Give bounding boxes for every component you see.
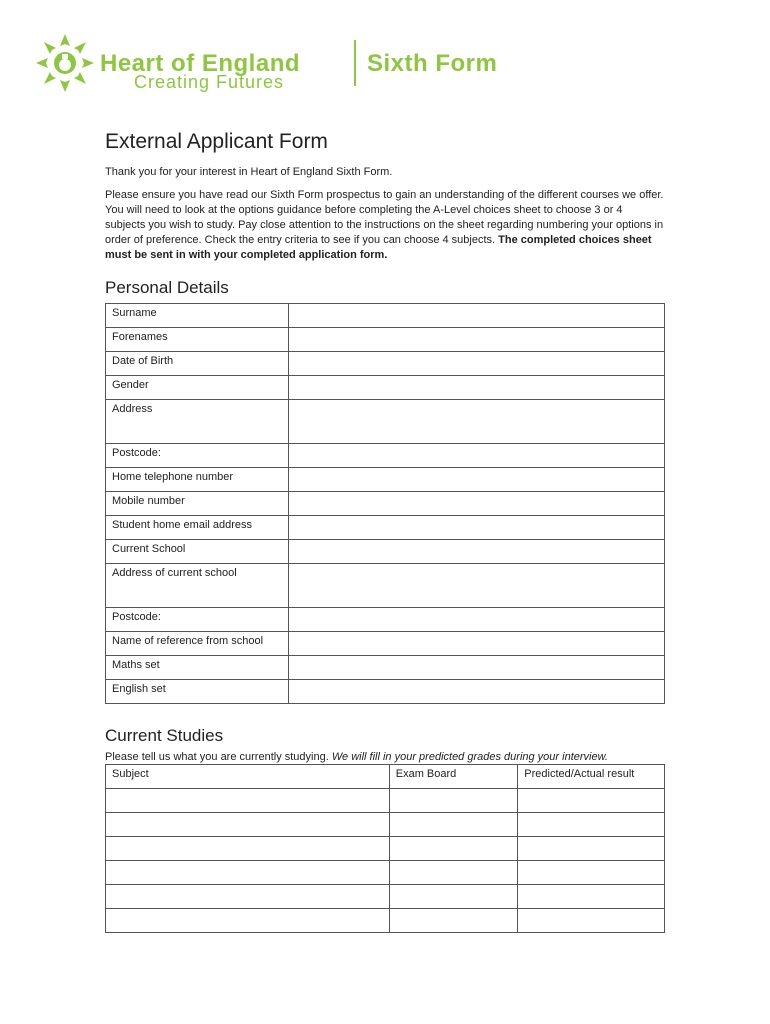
result-cell[interactable]	[518, 789, 665, 813]
address-field[interactable]	[289, 400, 665, 444]
field-label: Surname	[106, 304, 289, 328]
table-row	[106, 376, 665, 400]
field-label: Home telephone number	[106, 468, 289, 492]
table-row	[106, 400, 665, 444]
result-cell[interactable]	[518, 885, 665, 909]
table-row	[106, 444, 665, 468]
field-label: Postcode:	[106, 608, 289, 632]
english-set-field[interactable]	[289, 680, 665, 704]
column-header-result: Predicted/Actual result	[518, 765, 665, 789]
gender-field[interactable]	[289, 376, 665, 400]
date-of-birth-field[interactable]	[289, 352, 665, 376]
table-row	[106, 680, 665, 704]
school-postcode-field[interactable]	[289, 608, 665, 632]
table-row	[106, 813, 665, 837]
table-row	[106, 564, 665, 608]
field-label: Mobile number	[106, 492, 289, 516]
field-label: Date of Birth	[106, 352, 289, 376]
table-row	[106, 492, 665, 516]
table-row	[106, 468, 665, 492]
note-text: Please tell us what you are currently studying.	[105, 751, 329, 763]
table-row	[106, 789, 665, 813]
exam-board-cell[interactable]	[389, 885, 518, 909]
subject-cell[interactable]	[106, 837, 390, 861]
field-label: Address	[106, 400, 289, 444]
column-header-exam-board: Exam Board	[389, 765, 518, 789]
field-label: Address of current school	[106, 564, 289, 608]
exam-board-cell[interactable]	[389, 837, 518, 861]
instructions-body: Please ensure you have read our Sixth Form prospectus to gain an understanding of the different courses we offer. You will need to look at the options guidance before completing the A-Level choices sheet to choose 3 or 4 subjects you wish to study. Pay close attention to the instructions on the sheet regarding numbering your options in order of preference. Check the entry criteria to see if you can choose 4 subjects.	[105, 189, 664, 246]
result-cell[interactable]	[518, 861, 665, 885]
note-italic: We will fill in your predicted grades during your interview.	[331, 751, 608, 763]
table-row	[106, 837, 665, 861]
field-label: Maths set	[106, 656, 289, 680]
table-row	[106, 909, 665, 933]
exam-board-cell[interactable]	[389, 909, 518, 933]
forenames-field[interactable]	[289, 328, 665, 352]
table-row	[106, 885, 665, 909]
current-studies-note	[105, 751, 665, 763]
page-title: External Applicant Form	[105, 130, 328, 153]
result-cell[interactable]	[518, 813, 665, 837]
brand-name: Heart of England	[100, 50, 301, 77]
subject-cell[interactable]	[106, 789, 390, 813]
instructions-bold: The completed choices sheet must be sent in with your completed application form.	[105, 234, 652, 261]
field-label: Postcode:	[106, 444, 289, 468]
oak-leaf-acorn-logo-icon	[34, 32, 96, 94]
table-row	[106, 328, 665, 352]
table-row	[106, 540, 665, 564]
surname-field[interactable]	[289, 304, 665, 328]
maths-set-field[interactable]	[289, 656, 665, 680]
postcode-field[interactable]	[289, 444, 665, 468]
table-row	[106, 304, 665, 328]
personal-details-table	[105, 303, 665, 704]
table-header-row	[106, 765, 665, 789]
field-label: Current School	[106, 540, 289, 564]
table-row	[106, 608, 665, 632]
exam-board-cell[interactable]	[389, 861, 518, 885]
field-label: Gender	[106, 376, 289, 400]
subject-cell[interactable]	[106, 885, 390, 909]
table-row	[106, 632, 665, 656]
result-cell[interactable]	[518, 837, 665, 861]
table-row	[106, 861, 665, 885]
school-logo	[34, 32, 534, 94]
field-label: English set	[106, 680, 289, 704]
subject-cell[interactable]	[106, 813, 390, 837]
field-label: Student home email address	[106, 516, 289, 540]
current-studies-heading: Current Studies	[105, 726, 224, 745]
mobile-number-field[interactable]	[289, 492, 665, 516]
column-header-subject: Subject	[106, 765, 390, 789]
current-school-field[interactable]	[289, 540, 665, 564]
brand-sixth-form: Sixth Form	[367, 50, 498, 77]
table-row	[106, 656, 665, 680]
intro-text: Thank you for your interest in Heart of England Sixth Form.	[105, 166, 393, 178]
brand-tagline: Creating Futures	[134, 72, 285, 92]
home-telephone-field[interactable]	[289, 468, 665, 492]
exam-board-cell[interactable]	[389, 789, 518, 813]
current-studies-table	[105, 764, 665, 933]
personal-details-heading: Personal Details	[105, 278, 229, 297]
email-field[interactable]	[289, 516, 665, 540]
exam-board-cell[interactable]	[389, 813, 518, 837]
subject-cell[interactable]	[106, 861, 390, 885]
instructions-text	[105, 188, 665, 263]
table-row	[106, 516, 665, 540]
result-cell[interactable]	[518, 909, 665, 933]
subject-cell[interactable]	[106, 909, 390, 933]
reference-name-field[interactable]	[289, 632, 665, 656]
field-label: Forenames	[106, 328, 289, 352]
school-address-field[interactable]	[289, 564, 665, 608]
brand-divider	[354, 40, 356, 86]
field-label: Name of reference from school	[106, 632, 289, 656]
table-row	[106, 352, 665, 376]
